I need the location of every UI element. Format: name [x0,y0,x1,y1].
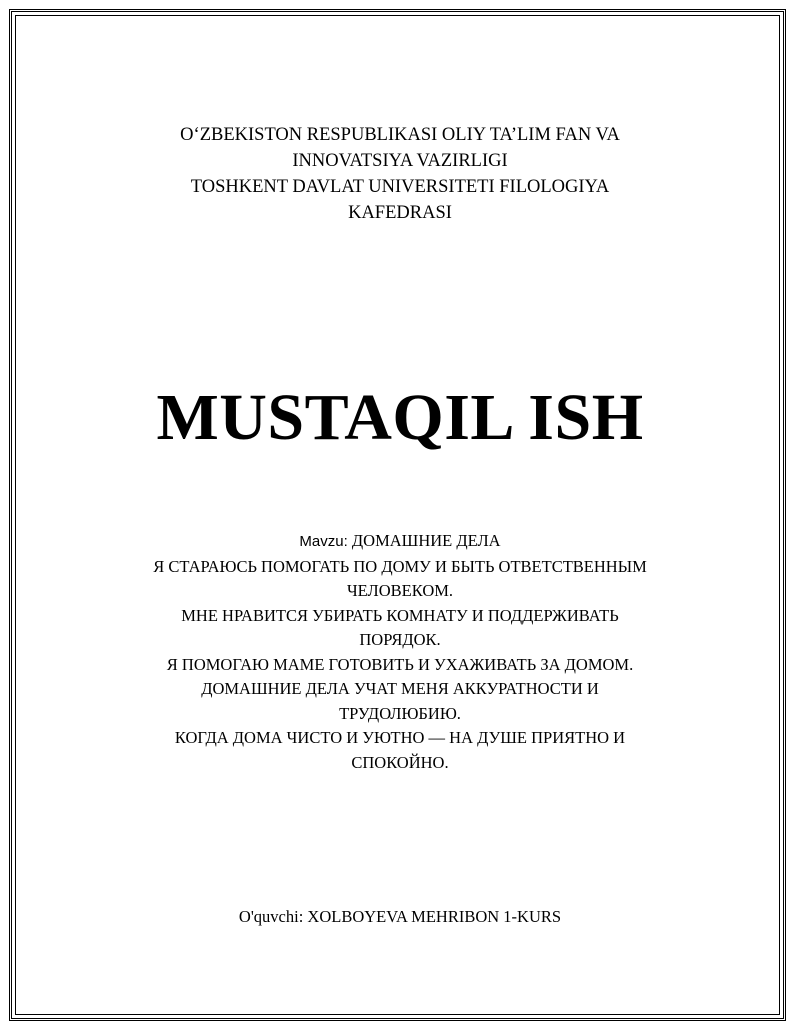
topic-line: СПОКОЙНО. [351,752,449,772]
topic-line: ДОМАШНИЕ ДЕЛА УЧАТ МЕНЯ АККУРАТНОСТИ И [201,679,599,698]
topic-line: ПОРЯДОК. [359,630,441,649]
topic-section [0,529,800,775]
topic-line: МНЕ НРАВИТСЯ УБИРАТЬ КОМНАТУ И ПОДДЕРЖИВАТЬ [181,605,619,625]
topic-line: ТРУДОЛЮБИЮ. [339,703,461,723]
topic-line: Я СТАРАЮСЬ ПОМОГАТЬ ПО ДОМУ И БЫТЬ ОТВЕТСТВЕННЫМ [153,556,647,576]
topic-line: Я ПОМОГАЮ МАМЕ ГОТОВИТЬ И УХАЖИВАТЬ ЗА ДОМОМ. [166,654,634,674]
header-line: KAFEDRASI [348,203,452,223]
topic-heading [0,529,800,555]
topic-line: ЧЕЛОВЕКОМ. [346,581,454,600]
topic-subject: ДОМАШНИЕ ДЕЛА [351,531,501,550]
header-line: O‘ZBEKISTON RESPUBLIKASI OLIY TA’LIM FAN VA [180,125,620,145]
student-name: O'quvchi: XOLBOYEVA MEHRIBON 1-KURS [238,907,562,926]
header-line: TOSHKENT DAVLAT UNIVERSITETI FILOLOGIYA [190,177,610,197]
document-title: MUSTAQIL ISH [156,381,644,454]
topic-prefix: Mavzu: [299,533,352,550]
header-line: INNOVATSIYA VAZIRLIGI [292,151,508,171]
topic-line: КОГДА ДОМА ЧИСТО И УЮТНО — НА ДУШЕ ПРИЯТНО И [174,728,626,747]
ministry-header [0,122,800,226]
